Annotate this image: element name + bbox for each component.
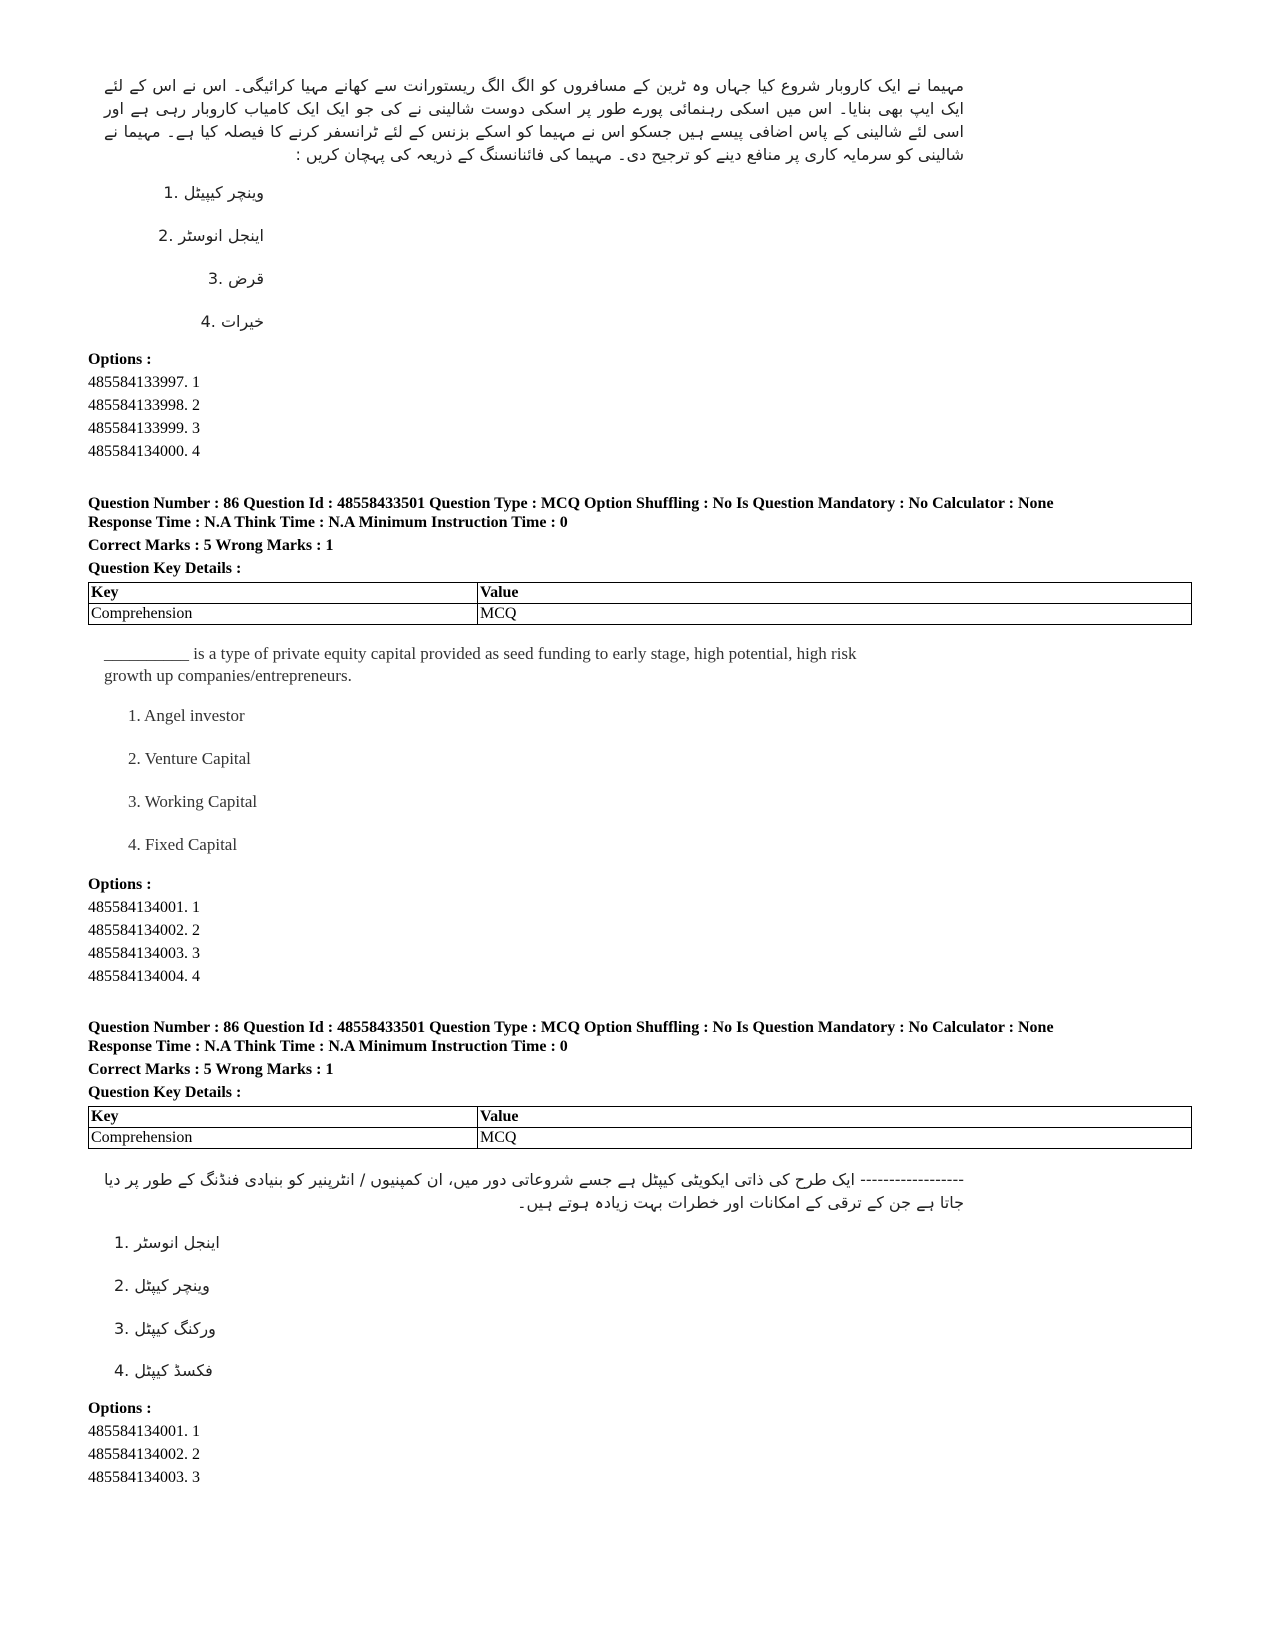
question-meta-line1: Question Number : 86 Question Id : 48558433501 Question Type : MCQ Option Shuffling : No Is Question Mandatory : No Calculator : None	[88, 1019, 1054, 1036]
table-header-value: Value	[478, 1107, 1192, 1128]
table-cell-value: MCQ	[478, 604, 1192, 625]
question-meta-line2: Response Time : N.A Think Time : N.A Minimum Instruction Time : 0	[88, 514, 568, 531]
question-text-line1: __________ is a type of private equity capital provided as seed funding to early stage, high potential, high risk	[104, 644, 857, 663]
question-meta-line1: Question Number : 86 Question Id : 48558433501 Question Type : MCQ Option Shuffling : No Is Question Mandatory : No Calculator : None	[88, 495, 1054, 512]
urdu-option-4: خیرات .4	[200, 312, 264, 331]
option-id-4: 485584134004. 4	[88, 968, 200, 985]
option-id-3: 485584133999. 3	[88, 420, 200, 437]
urdu-choice-1: 1. اینجل انوسٹر	[114, 1233, 220, 1252]
table-row	[89, 1128, 1192, 1149]
table-row	[89, 604, 1192, 625]
urdu-option-1: وینچر کیپیٹل .1	[163, 183, 264, 202]
question-meta-line2: Response Time : N.A Think Time : N.A Minimum Instruction Time : 0	[88, 1038, 568, 1055]
option-id-2: 485584133998. 2	[88, 397, 200, 414]
option-id-3: 485584134003. 3	[88, 1469, 200, 1486]
choice-2: 2. Venture Capital	[128, 749, 251, 768]
urdu-question-paragraph: مہیما نے ایک کاروبار شروع کیا جہاں وہ ٹرین کے مسافروں کو الگ الگ ریستورانت سے کھانے مہیا کرائیگی۔ اس نے اس کے لئے ایک ایپ بھی بنایا۔ اس میں اسکی رہنمائی پورے طور پر اسکی دوست شالینی نے کی جو ایک ایک کامیاب کاروبار رہی ہے اور اسی لئے شالینی کے پاس اضافی پیسے ہیں جسکو اس نے مہیما کو اسکے بزنس کے لئے ٹرانسفر کرنے کا فیصلہ کیا ہے۔ مہیما نے شالینی کو سرمایہ کاری پر منافع دینے کو ترجیح دی۔ مہیما کی فائنانسنگ کے ذریعہ کی پہچان کریں :	[104, 76, 964, 164]
option-id-1: 485584134001. 1	[88, 1423, 200, 1440]
question-key-details-label: Question Key Details :	[88, 1084, 242, 1101]
options-label: Options :	[88, 351, 152, 368]
table-header-value: Value	[478, 583, 1192, 604]
question-key-table	[88, 582, 1192, 625]
question-key-table	[88, 1106, 1192, 1149]
table-cell-key: Comprehension	[89, 1128, 478, 1149]
table-cell-key: Comprehension	[89, 604, 478, 625]
option-id-1: 485584134001. 1	[88, 899, 200, 916]
urdu-question-text: ------------------ ایک طرح کی ذاتی ایکویٹی کیپٹل ہے جسے شروعاتی دور میں، ان کمپنیوں / انٹرپنیر کو بنیادی فنڈنگ کے طور پر دیا جاتا ہے جن کے ترقی کے امکانات اور خطرات بہت زیادہ ہوتے ہیں۔	[104, 1170, 964, 1212]
option-id-1: 485584133997. 1	[88, 374, 200, 391]
question-marks: Correct Marks : 5 Wrong Marks : 1	[88, 1061, 334, 1078]
table-header-key: Key	[89, 1107, 478, 1128]
option-id-2: 485584134002. 2	[88, 922, 200, 939]
option-id-3: 485584134003. 3	[88, 945, 200, 962]
urdu-choice-3: 3. ورکنگ کیپٹل	[114, 1319, 216, 1338]
urdu-option-3: قرض .3	[207, 269, 264, 288]
option-id-4: 485584134000. 4	[88, 443, 200, 460]
table-header-row	[89, 1107, 1192, 1128]
question-key-details-label: Question Key Details :	[88, 560, 242, 577]
urdu-choice-2: 2. وینچر کیپٹل	[114, 1276, 210, 1295]
table-header-row	[89, 583, 1192, 604]
table-cell-value: MCQ	[478, 1128, 1192, 1149]
urdu-choice-4: 4. فکسڈ کیپٹل	[114, 1361, 213, 1380]
question-marks: Correct Marks : 5 Wrong Marks : 1	[88, 537, 334, 554]
choice-4: 4. Fixed Capital	[128, 835, 238, 854]
urdu-option-2: اینجل انوسٹر .2	[158, 226, 264, 245]
options-label: Options :	[88, 1400, 152, 1417]
options-label: Options :	[88, 876, 152, 893]
table-header-key: Key	[89, 583, 478, 604]
choice-3: 3. Working Capital	[128, 792, 258, 811]
question-text-line2: growth up companies/entrepreneurs.	[104, 666, 352, 685]
option-id-2: 485584134002. 2	[88, 1446, 200, 1463]
choice-1: 1. Angel investor	[128, 706, 245, 725]
